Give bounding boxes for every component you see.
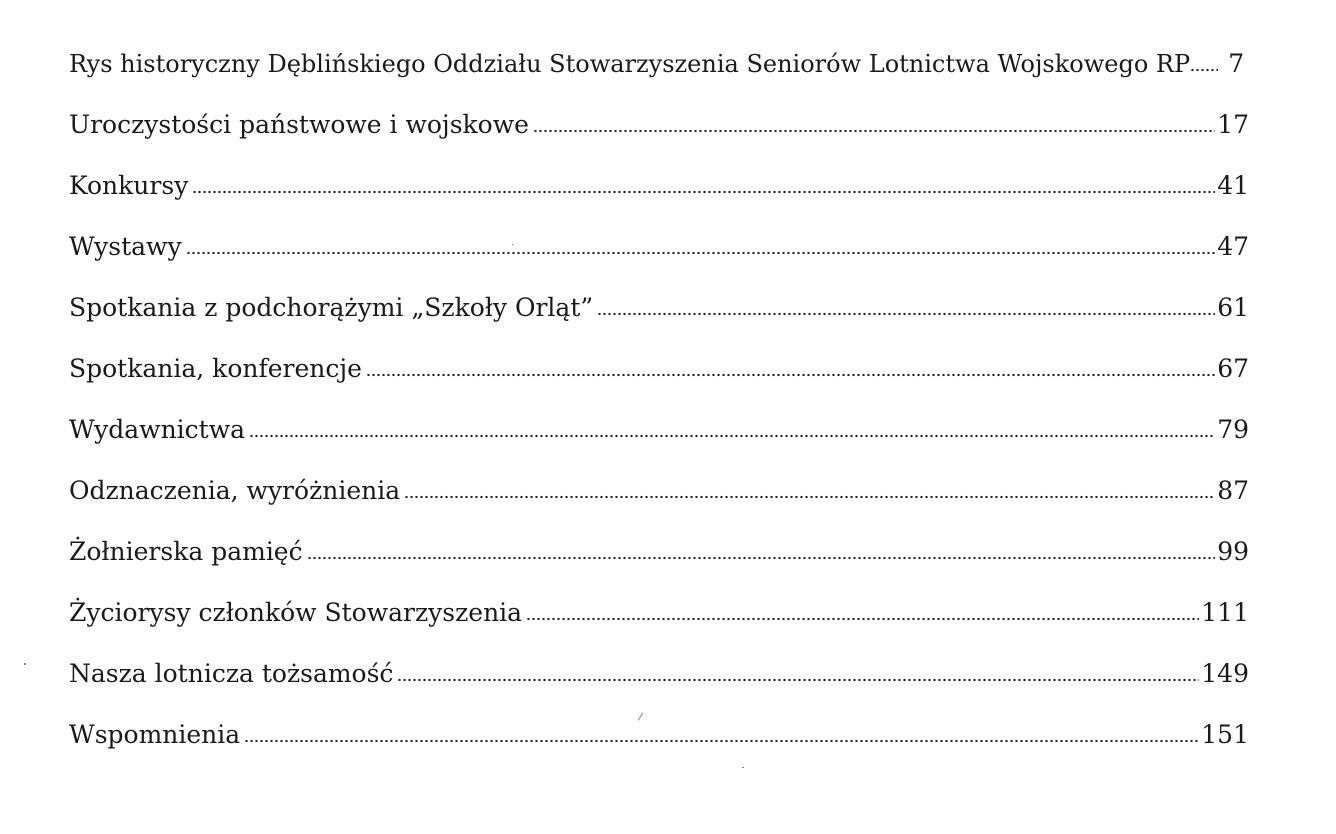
toc-entry-page: 41 [1217,171,1249,200]
toc-entry-page: 99 [1217,537,1249,566]
toc-entry-page: 17 [1217,110,1249,139]
toc-entry-title: Spotkania z podchorążymi „Szkoły Orląt” [69,293,594,322]
toc-entry-page: 47 [1217,232,1249,261]
toc-entry-title: Spotkania, konferencje [69,354,362,383]
toc-entry-title: Nasza lotnicza tożsamość [69,659,394,688]
toc-entry-page: 61 [1217,293,1249,322]
toc-entry-title: Uroczystości państwowe i wojskowe [69,110,529,139]
toc-entry [69,709,1249,770]
dot-leader [1190,62,1218,72]
dot-leader [397,672,1199,682]
toc-entry-title: Wystawy [69,232,182,261]
toc-entry-title: Rys historyczny Dęblińskiego Oddziału Stowarzyszenia Seniorów Lotnictwa Wojskowego RP [69,50,1191,78]
toc-entry-page: 87 [1217,476,1249,505]
toc-entry-title: Wydawnictwa [69,415,246,444]
dot-leader [244,733,1199,743]
toc-entry [69,404,1249,465]
toc-entry-title: Wspomnienia [69,720,241,749]
toc-entry-page: 151 [1201,720,1249,749]
toc-entry [69,160,1249,221]
table-of-contents [69,38,1249,770]
dot-leader [192,184,1215,194]
toc-entry [69,221,1249,282]
dot-leader [186,245,1216,255]
toc-entry [69,99,1249,160]
dot-leader [597,306,1215,316]
toc-entry [69,587,1249,648]
dot-leader [366,367,1215,377]
toc-entry-title: Odznaczenia, wyróżnienia [69,476,401,505]
dot-leader [533,123,1215,133]
toc-entry-page: 111 [1201,598,1249,627]
toc-entry [69,38,1249,99]
toc-entry-title: Życiorysy członków Stowarzyszenia [69,598,523,627]
scan-speck [24,663,26,665]
toc-entry-page: 79 [1217,415,1249,444]
dot-leader [526,611,1199,621]
toc-entry-title: Konkursy [69,171,189,200]
scan-speck [512,244,513,245]
toc-entry-page: 7 [1228,49,1245,78]
toc-entry [69,465,1249,526]
dot-leader [249,428,1215,438]
toc-entry-page: 67 [1217,354,1249,383]
toc-entry [69,648,1249,709]
toc-entry-page: 149 [1201,659,1249,688]
scan-speck [742,767,744,768]
dot-leader [307,550,1216,560]
toc-entry [69,343,1249,404]
toc-entry [69,282,1249,343]
dot-leader [404,489,1215,499]
toc-entry-title: Żołnierska pamięć [69,537,303,566]
toc-entry [69,526,1249,587]
